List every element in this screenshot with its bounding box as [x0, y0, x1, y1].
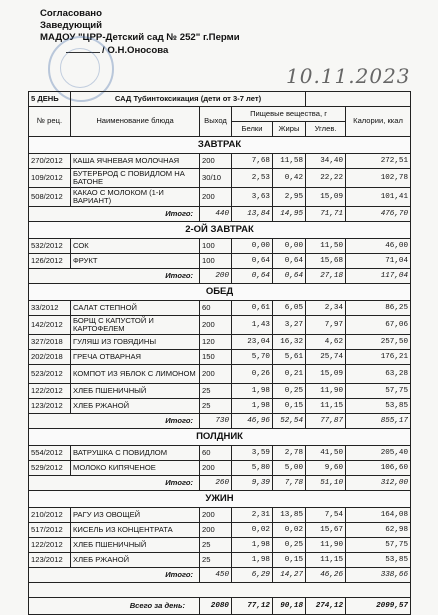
recipe-number: 126/2012 [29, 254, 71, 269]
grand-total-carbs: 274,12 [306, 598, 346, 615]
dish-fat: 0,25 [273, 384, 306, 399]
dish-name: КАША ЯЧНЕВАЯ МОЛОЧНАЯ [71, 154, 200, 169]
col-dish-name: Наименование блюда [71, 107, 200, 137]
dish-calories: 57,75 [346, 538, 411, 553]
dish-carbs: 11,50 [306, 239, 346, 254]
recipe-number: 142/2012 [29, 316, 71, 335]
dish-yield: 30/10 [200, 169, 232, 188]
grand-total-yield: 2080 [200, 598, 232, 615]
dish-yield: 100 [200, 254, 232, 269]
dish-carbs: 4,62 [306, 335, 346, 350]
dish-fat: 5,00 [273, 461, 306, 476]
meal-header-row [29, 491, 411, 508]
dish-calories: 176,21 [346, 350, 411, 365]
meal-header-row [29, 222, 411, 239]
approval-line-agreed: Согласовано [40, 8, 102, 19]
handwritten-date: 10.11.2023 [286, 64, 411, 88]
table-row [29, 254, 411, 269]
dish-yield: 200 [200, 316, 232, 335]
meal-name: 2-ОЙ ЗАВТРАК [29, 222, 411, 239]
dish-carbs: 7,97 [306, 316, 346, 335]
total-fat: 52,54 [273, 414, 306, 429]
total-calories: 855,17 [346, 414, 411, 429]
total-carbs: 51,10 [306, 476, 346, 491]
dish-protein: 0,02 [232, 523, 273, 538]
meal-total-row [29, 568, 411, 583]
stamp-seal-inner [60, 48, 100, 88]
dish-carbs: 15,68 [306, 254, 346, 269]
dish-name: РАГУ ИЗ ОВОЩЕЙ [71, 508, 200, 523]
dish-yield: 200 [200, 523, 232, 538]
dish-calories: 272,51 [346, 154, 411, 169]
total-yield: 730 [200, 414, 232, 429]
dish-name: ВАТРУШКА С ПОВИДЛОМ [71, 446, 200, 461]
meal-header-row [29, 137, 411, 154]
meal-total-row [29, 269, 411, 284]
dish-fat: 0,64 [273, 254, 306, 269]
meal-header-row [29, 284, 411, 301]
table-row [29, 384, 411, 399]
recipe-number: 270/2012 [29, 154, 71, 169]
dish-calories: 106,60 [346, 461, 411, 476]
dish-carbs: 22,22 [306, 169, 346, 188]
dish-protein: 1,43 [232, 316, 273, 335]
recipe-number: 202/2018 [29, 350, 71, 365]
dish-protein: 5,70 [232, 350, 273, 365]
dish-carbs: 25,74 [306, 350, 346, 365]
recipe-number: 532/2012 [29, 239, 71, 254]
dish-carbs: 34,40 [306, 154, 346, 169]
total-label: Итого: [29, 476, 200, 491]
dish-calories: 67,06 [346, 316, 411, 335]
dish-protein: 0,64 [232, 254, 273, 269]
dish-fat: 16,32 [273, 335, 306, 350]
meal-name: ПОЛДНИК [29, 429, 411, 446]
dish-fat: 0,15 [273, 553, 306, 568]
day-label: 5 ДЕНЬ [29, 92, 71, 107]
dish-carbs: 15,09 [306, 188, 346, 207]
recipe-number: 517/2012 [29, 523, 71, 538]
meal-total-row [29, 476, 411, 491]
table-header-row-1 [29, 92, 411, 107]
recipe-number: 109/2012 [29, 169, 71, 188]
spacer-cell [29, 583, 411, 598]
dish-yield: 60 [200, 446, 232, 461]
recipe-number: 523/2012 [29, 365, 71, 384]
menu-table [28, 91, 411, 615]
total-calories: 338,66 [346, 568, 411, 583]
dish-yield: 100 [200, 239, 232, 254]
dish-calories: 53,85 [346, 553, 411, 568]
table-row [29, 350, 411, 365]
recipe-number: 529/2012 [29, 461, 71, 476]
table-row [29, 365, 411, 384]
table-row [29, 316, 411, 335]
recipe-number: 123/2012 [29, 553, 71, 568]
total-protein: 13,84 [232, 207, 273, 222]
col-protein: Белки [232, 122, 273, 137]
dish-yield: 150 [200, 350, 232, 365]
dish-carbs: 41,50 [306, 446, 346, 461]
dish-yield: 25 [200, 538, 232, 553]
signatory-name: / О.Н.Оносова [102, 44, 169, 56]
dish-fat: 0,42 [273, 169, 306, 188]
dish-carbs: 15,09 [306, 365, 346, 384]
dish-calories: 86,25 [346, 301, 411, 316]
grand-total-label: Всего за день: [29, 598, 200, 615]
dish-yield: 60 [200, 301, 232, 316]
dish-protein: 2,31 [232, 508, 273, 523]
dish-calories: 102,78 [346, 169, 411, 188]
dish-fat: 2,95 [273, 188, 306, 207]
meal-header-row [29, 429, 411, 446]
dish-name: БУТЕРБРОД С ПОВИДЛОМ НА БАТОНЕ [71, 169, 200, 188]
grand-total-protein: 77,12 [232, 598, 273, 615]
table-row [29, 335, 411, 350]
dish-calories: 46,00 [346, 239, 411, 254]
dish-carbs: 11,90 [306, 384, 346, 399]
dish-name: ХЛЕБ РЖАНОЙ [71, 553, 200, 568]
total-carbs: 71,71 [306, 207, 346, 222]
total-fat: 14,27 [273, 568, 306, 583]
dish-fat: 5,61 [273, 350, 306, 365]
recipe-number: 508/2012 [29, 188, 71, 207]
recipe-number: 122/2012 [29, 538, 71, 553]
dish-fat: 0,02 [273, 523, 306, 538]
meal-name: ОБЕД [29, 284, 411, 301]
dish-name: БОРЩ С КАПУСТОЙ И КАРТОФЕЛЕМ [71, 316, 200, 335]
dish-name: КАКАО С МОЛОКОМ (1-И ВАРИАНТ) [71, 188, 200, 207]
approval-line-head: Заведующий [40, 20, 103, 32]
dish-name: ХЛЕБ ПШЕНИЧНЫЙ [71, 384, 200, 399]
table-row [29, 399, 411, 414]
dish-fat: 11,58 [273, 154, 306, 169]
table-header-blank [306, 92, 411, 107]
total-label: Итого: [29, 414, 200, 429]
menu-table-body [29, 92, 411, 615]
table-row [29, 188, 411, 207]
dish-yield: 200 [200, 154, 232, 169]
dish-name: МОЛОКО КИПЯЧЕНОЕ [71, 461, 200, 476]
dish-yield: 200 [200, 188, 232, 207]
table-header-row-2 [29, 107, 411, 122]
total-protein: 46,96 [232, 414, 273, 429]
dish-fat: 2,78 [273, 446, 306, 461]
table-row [29, 301, 411, 316]
total-yield: 260 [200, 476, 232, 491]
recipe-number: 123/2012 [29, 399, 71, 414]
col-yield: Выход [200, 107, 232, 137]
meal-total-row [29, 414, 411, 429]
approval-line-org: МАДОУ "ЦРР-Детский сад № 252" г.Перми [40, 32, 240, 44]
dish-name: ГРЕЧА ОТВАРНАЯ [71, 350, 200, 365]
dish-calories: 164,08 [346, 508, 411, 523]
dish-protein: 0,26 [232, 365, 273, 384]
table-row [29, 508, 411, 523]
total-fat: 0,64 [273, 269, 306, 284]
dish-protein: 5,80 [232, 461, 273, 476]
col-nutrients: Пищевые вещества, г [232, 107, 346, 122]
dish-carbs: 11,15 [306, 553, 346, 568]
dish-carbs: 11,90 [306, 538, 346, 553]
dish-name: ХЛЕБ РЖАНОЙ [71, 399, 200, 414]
dish-protein: 1,98 [232, 538, 273, 553]
table-row [29, 553, 411, 568]
recipe-number: 210/2012 [29, 508, 71, 523]
total-label: Итого: [29, 568, 200, 583]
dish-protein: 0,61 [232, 301, 273, 316]
col-fat: Жиры [273, 122, 306, 137]
dish-protein: 2,53 [232, 169, 273, 188]
dish-name: СОК [71, 239, 200, 254]
table-row [29, 154, 411, 169]
total-yield: 200 [200, 269, 232, 284]
total-yield: 450 [200, 568, 232, 583]
dish-yield: 25 [200, 399, 232, 414]
grand-total-calories: 2099,57 [346, 598, 411, 615]
dish-yield: 200 [200, 365, 232, 384]
spacer-row [29, 583, 411, 598]
table-row [29, 461, 411, 476]
dish-name: КОМПОТ ИЗ ЯБЛОК С ЛИМОНОМ [71, 365, 200, 384]
total-protein: 6,29 [232, 568, 273, 583]
dish-carbs: 2,34 [306, 301, 346, 316]
total-label: Итого: [29, 269, 200, 284]
dish-calories: 71,04 [346, 254, 411, 269]
recipe-number: 554/2012 [29, 446, 71, 461]
table-row [29, 446, 411, 461]
dish-protein: 3,59 [232, 446, 273, 461]
dish-carbs: 7,54 [306, 508, 346, 523]
dish-fat: 0,00 [273, 239, 306, 254]
dish-calories: 57,75 [346, 384, 411, 399]
total-fat: 7,78 [273, 476, 306, 491]
dish-yield: 200 [200, 508, 232, 523]
dish-fat: 13,85 [273, 508, 306, 523]
total-yield: 440 [200, 207, 232, 222]
col-carbs: Углев. [306, 122, 346, 137]
dish-protein: 23,04 [232, 335, 273, 350]
total-calories: 312,00 [346, 476, 411, 491]
recipe-number: 122/2012 [29, 384, 71, 399]
dish-protein: 7,68 [232, 154, 273, 169]
dish-calories: 101,41 [346, 188, 411, 207]
table-row [29, 538, 411, 553]
dish-yield: 25 [200, 553, 232, 568]
total-carbs: 46,26 [306, 568, 346, 583]
dish-calories: 205,40 [346, 446, 411, 461]
meal-name: ЗАВТРАК [29, 137, 411, 154]
total-calories: 117,04 [346, 269, 411, 284]
dish-name: ХЛЕБ ПШЕНИЧНЫЙ [71, 538, 200, 553]
total-fat: 14,95 [273, 207, 306, 222]
table-title: САД Тубинтоксикация (дети от 3-7 лет) [71, 92, 306, 107]
dish-carbs: 11,15 [306, 399, 346, 414]
dish-calories: 257,50 [346, 335, 411, 350]
dish-fat: 0,21 [273, 365, 306, 384]
col-recipe-no: № рец. [29, 107, 71, 137]
total-carbs: 27,18 [306, 269, 346, 284]
meal-total-row [29, 207, 411, 222]
total-protein: 0,64 [232, 269, 273, 284]
dish-protein: 1,98 [232, 553, 273, 568]
dish-yield: 120 [200, 335, 232, 350]
total-calories: 476,70 [346, 207, 411, 222]
dish-protein: 3,63 [232, 188, 273, 207]
total-protein: 9,39 [232, 476, 273, 491]
dish-fat: 0,25 [273, 538, 306, 553]
dish-protein: 1,98 [232, 399, 273, 414]
table-row [29, 169, 411, 188]
dish-carbs: 9,60 [306, 461, 346, 476]
dish-fat: 0,15 [273, 399, 306, 414]
dish-protein: 1,98 [232, 384, 273, 399]
meal-name: УЖИН [29, 491, 411, 508]
dish-name: ФРУКТ [71, 254, 200, 269]
grand-total-fat: 90,18 [273, 598, 306, 615]
dish-name: ГУЛЯШ ИЗ ГОВЯДИНЫ [71, 335, 200, 350]
total-label: Итого: [29, 207, 200, 222]
dish-fat: 3,27 [273, 316, 306, 335]
dish-yield: 25 [200, 384, 232, 399]
recipe-number: 33/2012 [29, 301, 71, 316]
dish-yield: 200 [200, 461, 232, 476]
table-row [29, 523, 411, 538]
dish-name: КИСЕЛЬ ИЗ КОНЦЕНТРАТА [71, 523, 200, 538]
dish-protein: 0,00 [232, 239, 273, 254]
dish-fat: 6,05 [273, 301, 306, 316]
dish-name: САЛАТ СТЕПНОЙ [71, 301, 200, 316]
col-calories: Калории, ккал [346, 107, 411, 137]
dish-calories: 63,28 [346, 365, 411, 384]
dish-calories: 62,98 [346, 523, 411, 538]
dish-carbs: 15,67 [306, 523, 346, 538]
total-carbs: 77,87 [306, 414, 346, 429]
recipe-number: 327/2018 [29, 335, 71, 350]
dish-calories: 53,85 [346, 399, 411, 414]
table-row [29, 239, 411, 254]
